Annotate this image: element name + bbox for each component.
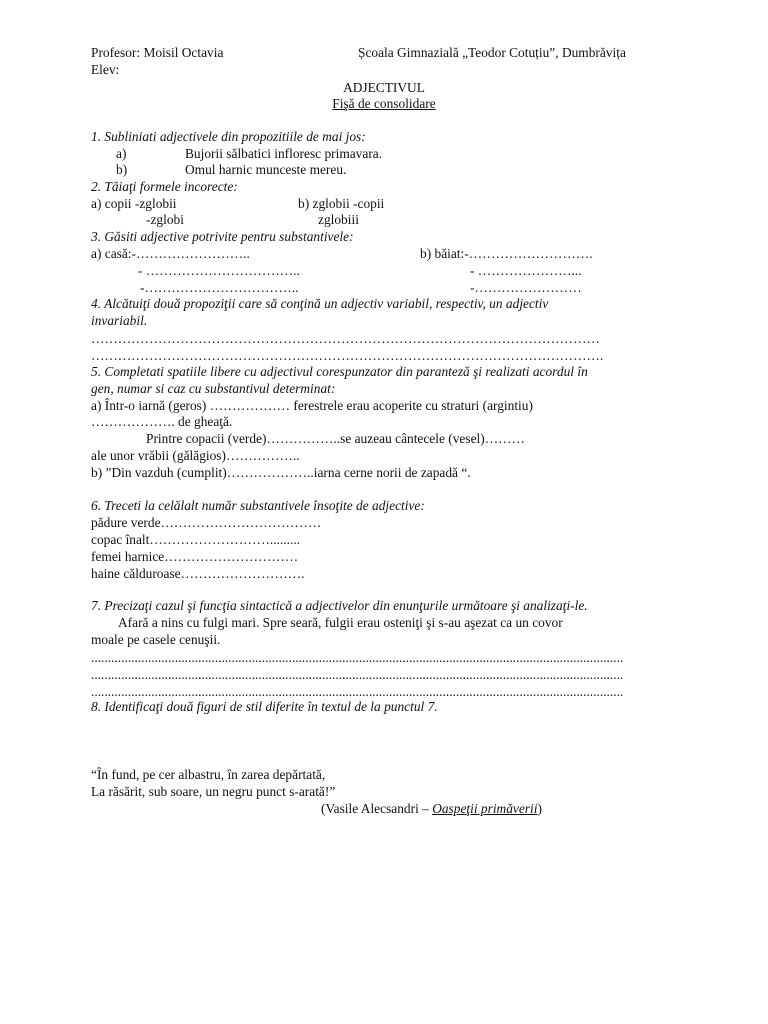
ex6-item: pădure verde………………………………	[91, 515, 322, 530]
quote-author: (Vasile Alecsandri –	[321, 801, 433, 816]
ex2-b-row2: zglobiii	[318, 212, 359, 227]
ex5-a4: ale unor vrăbii (gălăgios)……………..	[91, 448, 300, 463]
ex5-line2: gen, numar si caz cu substantivul determinat:	[91, 381, 336, 396]
teacher-name: Profesor: Moisil Octavia	[91, 45, 224, 60]
ex5-line1: 5. Completati spatiile libere cu adjectivul corespunzator din paranteză şi realizati acordul în	[91, 364, 588, 379]
ex3-b3: -……………………	[470, 280, 582, 295]
ex4-line1: 4. Alcătuiţi două propoziţii care să conţină un adjectiv variabil, respectiv, un adjectiv	[91, 296, 549, 311]
ex5-a2: ………………. de gheaţă.	[91, 414, 233, 429]
ex3-title: 3. Găsiti adjective potrivite pentru substantivele:	[91, 229, 354, 244]
ex5-b1: b) ”Din vazduh (cumplit)………………..iarna cerne norii de zapadă “.	[91, 465, 471, 480]
page-subtitle: Fişă de consolidare	[332, 96, 436, 111]
quote-attribution	[321, 801, 542, 817]
ex1-a-label: a)	[116, 146, 127, 161]
ex3-a2: - ……………………………..	[138, 263, 300, 278]
ex2-b-row1: b) zglobii -copii	[298, 196, 385, 211]
ex4-dots1: ……………………………………………………………………………………………………	[91, 331, 600, 346]
ex2-a-row2: -zglobi	[146, 212, 184, 227]
ex2-a-row1: a) copii -zglobii	[91, 196, 177, 211]
ex3-b: b) băiat:-……………………….	[420, 246, 593, 261]
ex3-a3: -……………………………..	[140, 280, 299, 295]
ex1-b-text: Omul harnic munceste mereu.	[185, 162, 347, 177]
ex7-title: 7. Precizaţi cazul şi funcţia sintactică a adjectivelor din enunţurile următoare şi analizaţi-le.	[91, 598, 588, 613]
ex3-b2: - …………………...	[470, 263, 582, 278]
page-title: ADJECTIVUL	[343, 80, 425, 95]
ex4-line2: invariabil.	[91, 313, 148, 328]
student-label: Elev:	[91, 62, 120, 77]
school-name: Școala Gimnazială „Teodor Cotuțiu”, Dumbrăvița	[358, 45, 626, 60]
ex4-dots2: …………………………………………………………………………………………………….	[91, 348, 604, 363]
ex3-a: a) casă:-……………………..	[91, 246, 250, 261]
quote-line2: La răsărit, sub soare, un negru punct s-arată!”	[91, 784, 336, 799]
ex5-a3: Printre copacii (verde)……………..se auzeau cântecele (vesel)………	[146, 431, 525, 446]
quote-work-title: Oaspeţii primăverii	[432, 801, 538, 816]
ex7-dots: ...............................................................................................................................................................	[91, 650, 624, 665]
ex2-title: 2. Tăiaţi formele incorecte:	[91, 179, 238, 194]
ex7-text1: Afară a nins cu fulgi mari. Spre seară, fulgii erau osteniţi şi s-au aşezat ca un covor	[118, 615, 563, 630]
ex7-dots: ...............................................................................................................................................................	[91, 684, 624, 699]
quote-line1: “În fund, pe cer albastru, în zarea depărtată,	[91, 767, 326, 782]
ex1-title: 1. Subliniati adjectivele din propozitiile de mai jos:	[91, 129, 366, 144]
quote-close: )	[537, 801, 542, 816]
ex8-title: 8. Identificaţi două figuri de stil diferite în textul de la punctul 7.	[91, 699, 438, 714]
ex1-a-text: Bujorii sălbatici infloresc primavara.	[185, 146, 383, 161]
ex6-title: 6. Treceti la celălalt număr substantivele însoţite de adjective:	[91, 498, 425, 513]
ex6-item: femei harnice…………………………	[91, 549, 299, 564]
ex7-dots: ...............................................................................................................................................................	[91, 667, 624, 682]
ex5-a1: a) Într-o iarnă (geros) ……………… ferestrele erau acoperite cu straturi (argintiu)	[91, 398, 533, 413]
ex6-item: haine călduroase……………………….	[91, 566, 305, 581]
ex6-item: copac înalt……………………….........	[91, 532, 301, 547]
ex1-b-label: b)	[116, 162, 128, 177]
ex7-text2: moale pe casele cenuşii.	[91, 632, 221, 647]
